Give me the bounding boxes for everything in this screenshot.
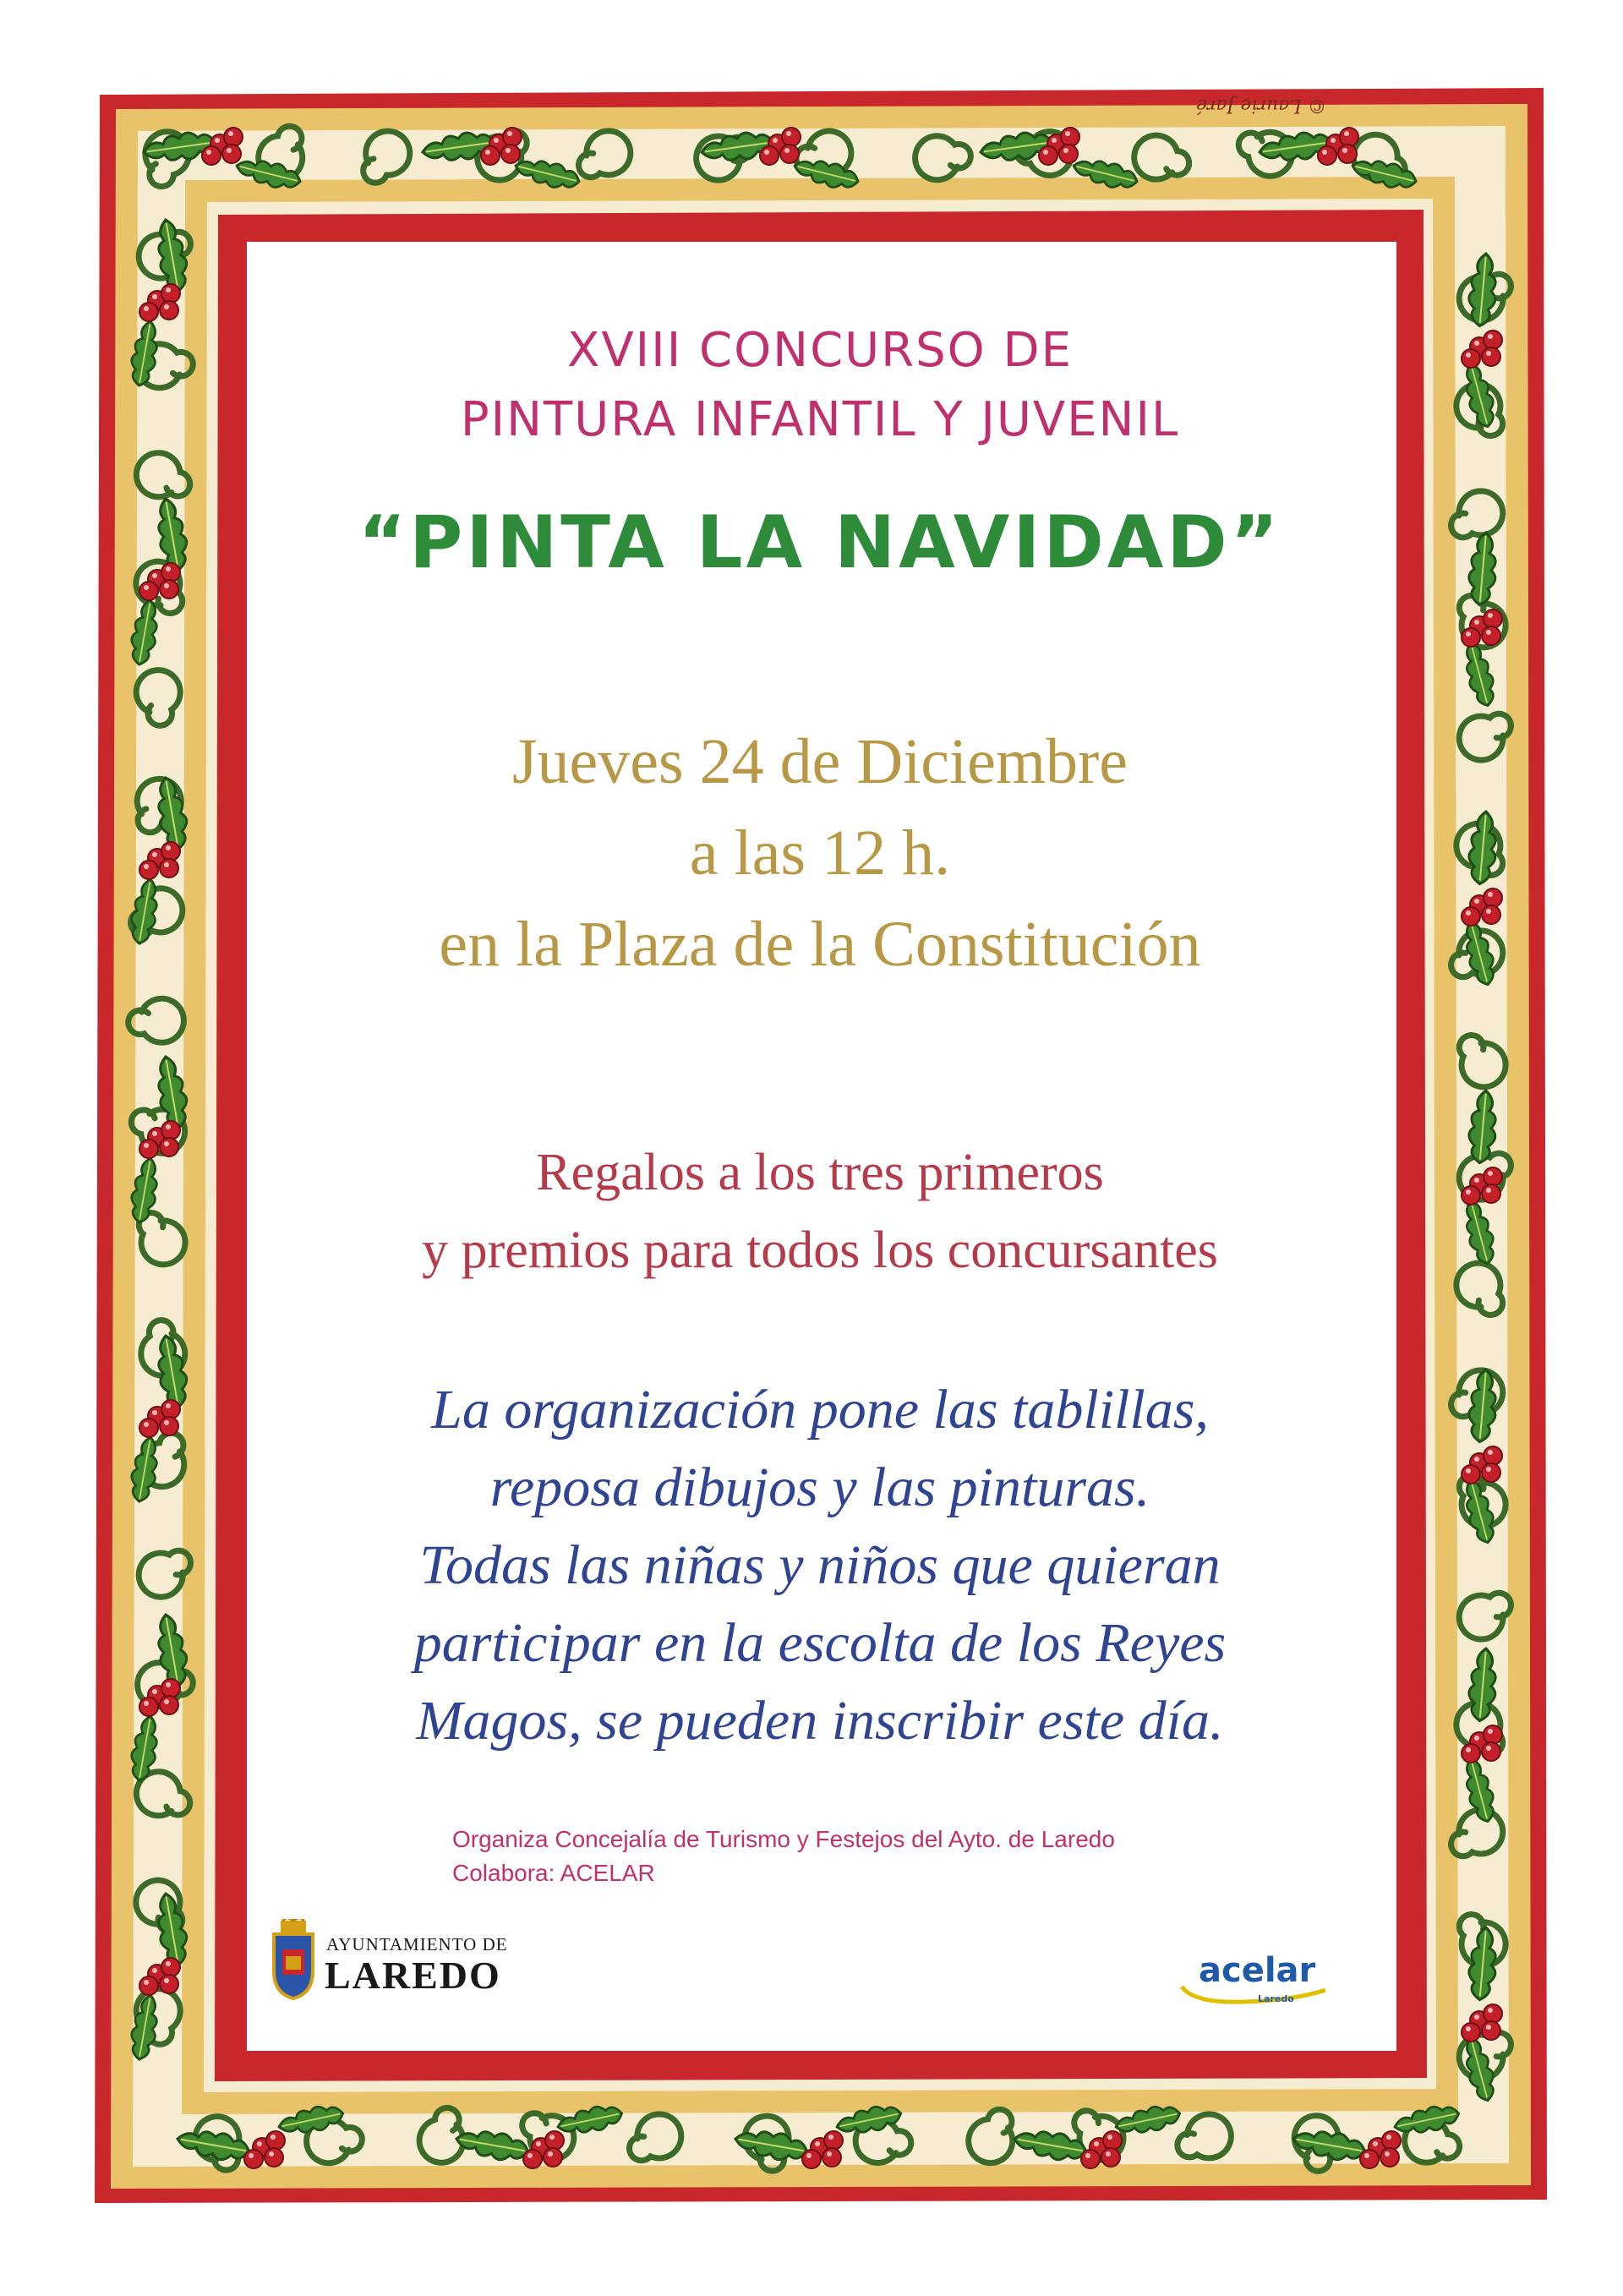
date-line-3: en la Plaza de la Constitución	[439, 909, 1201, 980]
acelar-logo-word: acelar	[1199, 1951, 1316, 1990]
date-line-2: a las 12 h.	[689, 817, 951, 888]
acelar-logo-sub: Laredo	[1258, 1993, 1294, 2004]
heading-line-1: XVIII CONCURSO DE	[566, 323, 1074, 378]
laredo-logo	[270, 1919, 524, 2004]
heading-line-2: PINTURA INFANTIL Y JUVENIL	[460, 392, 1180, 447]
acelar-logo	[1177, 1951, 1329, 2010]
info-line-3: Todas las niñas y niños que quieran	[419, 1534, 1221, 1596]
info-line-1: La organización pone las tablillas,	[431, 1379, 1209, 1440]
prize-line-1: Regalos a los tres primeros	[536, 1144, 1104, 1201]
laredo-logo-top: AYUNTAMIENTO DE	[326, 1934, 508, 1954]
artist-signature: © Laurie Jaré	[1196, 95, 1326, 116]
info-line-4: participar en la escolta de los Reyes	[413, 1612, 1227, 1674]
collaborator-credit: Colabora: ACELAR	[452, 1860, 655, 1886]
organizer-credit: Organiza Concejalía de Turismo y Festejos del Ayto. de Laredo	[452, 1826, 1115, 1852]
prize-line-2: y premios para todos los concursantes	[422, 1222, 1218, 1279]
laredo-logo-main: LAREDO	[325, 1954, 501, 1997]
info-line-2: reposa dibujos y las pinturas.	[489, 1457, 1150, 1518]
poster-content	[254, 254, 1386, 2012]
main-title: “PINTA LA NAVIDAD”	[358, 500, 1282, 585]
info-line-5: Magos, se pueden inscribir este día.	[416, 1690, 1224, 1752]
date-line-1: Jueves 24 de Diciembre	[511, 726, 1128, 797]
laredo-shield-icon	[270, 1919, 316, 2000]
